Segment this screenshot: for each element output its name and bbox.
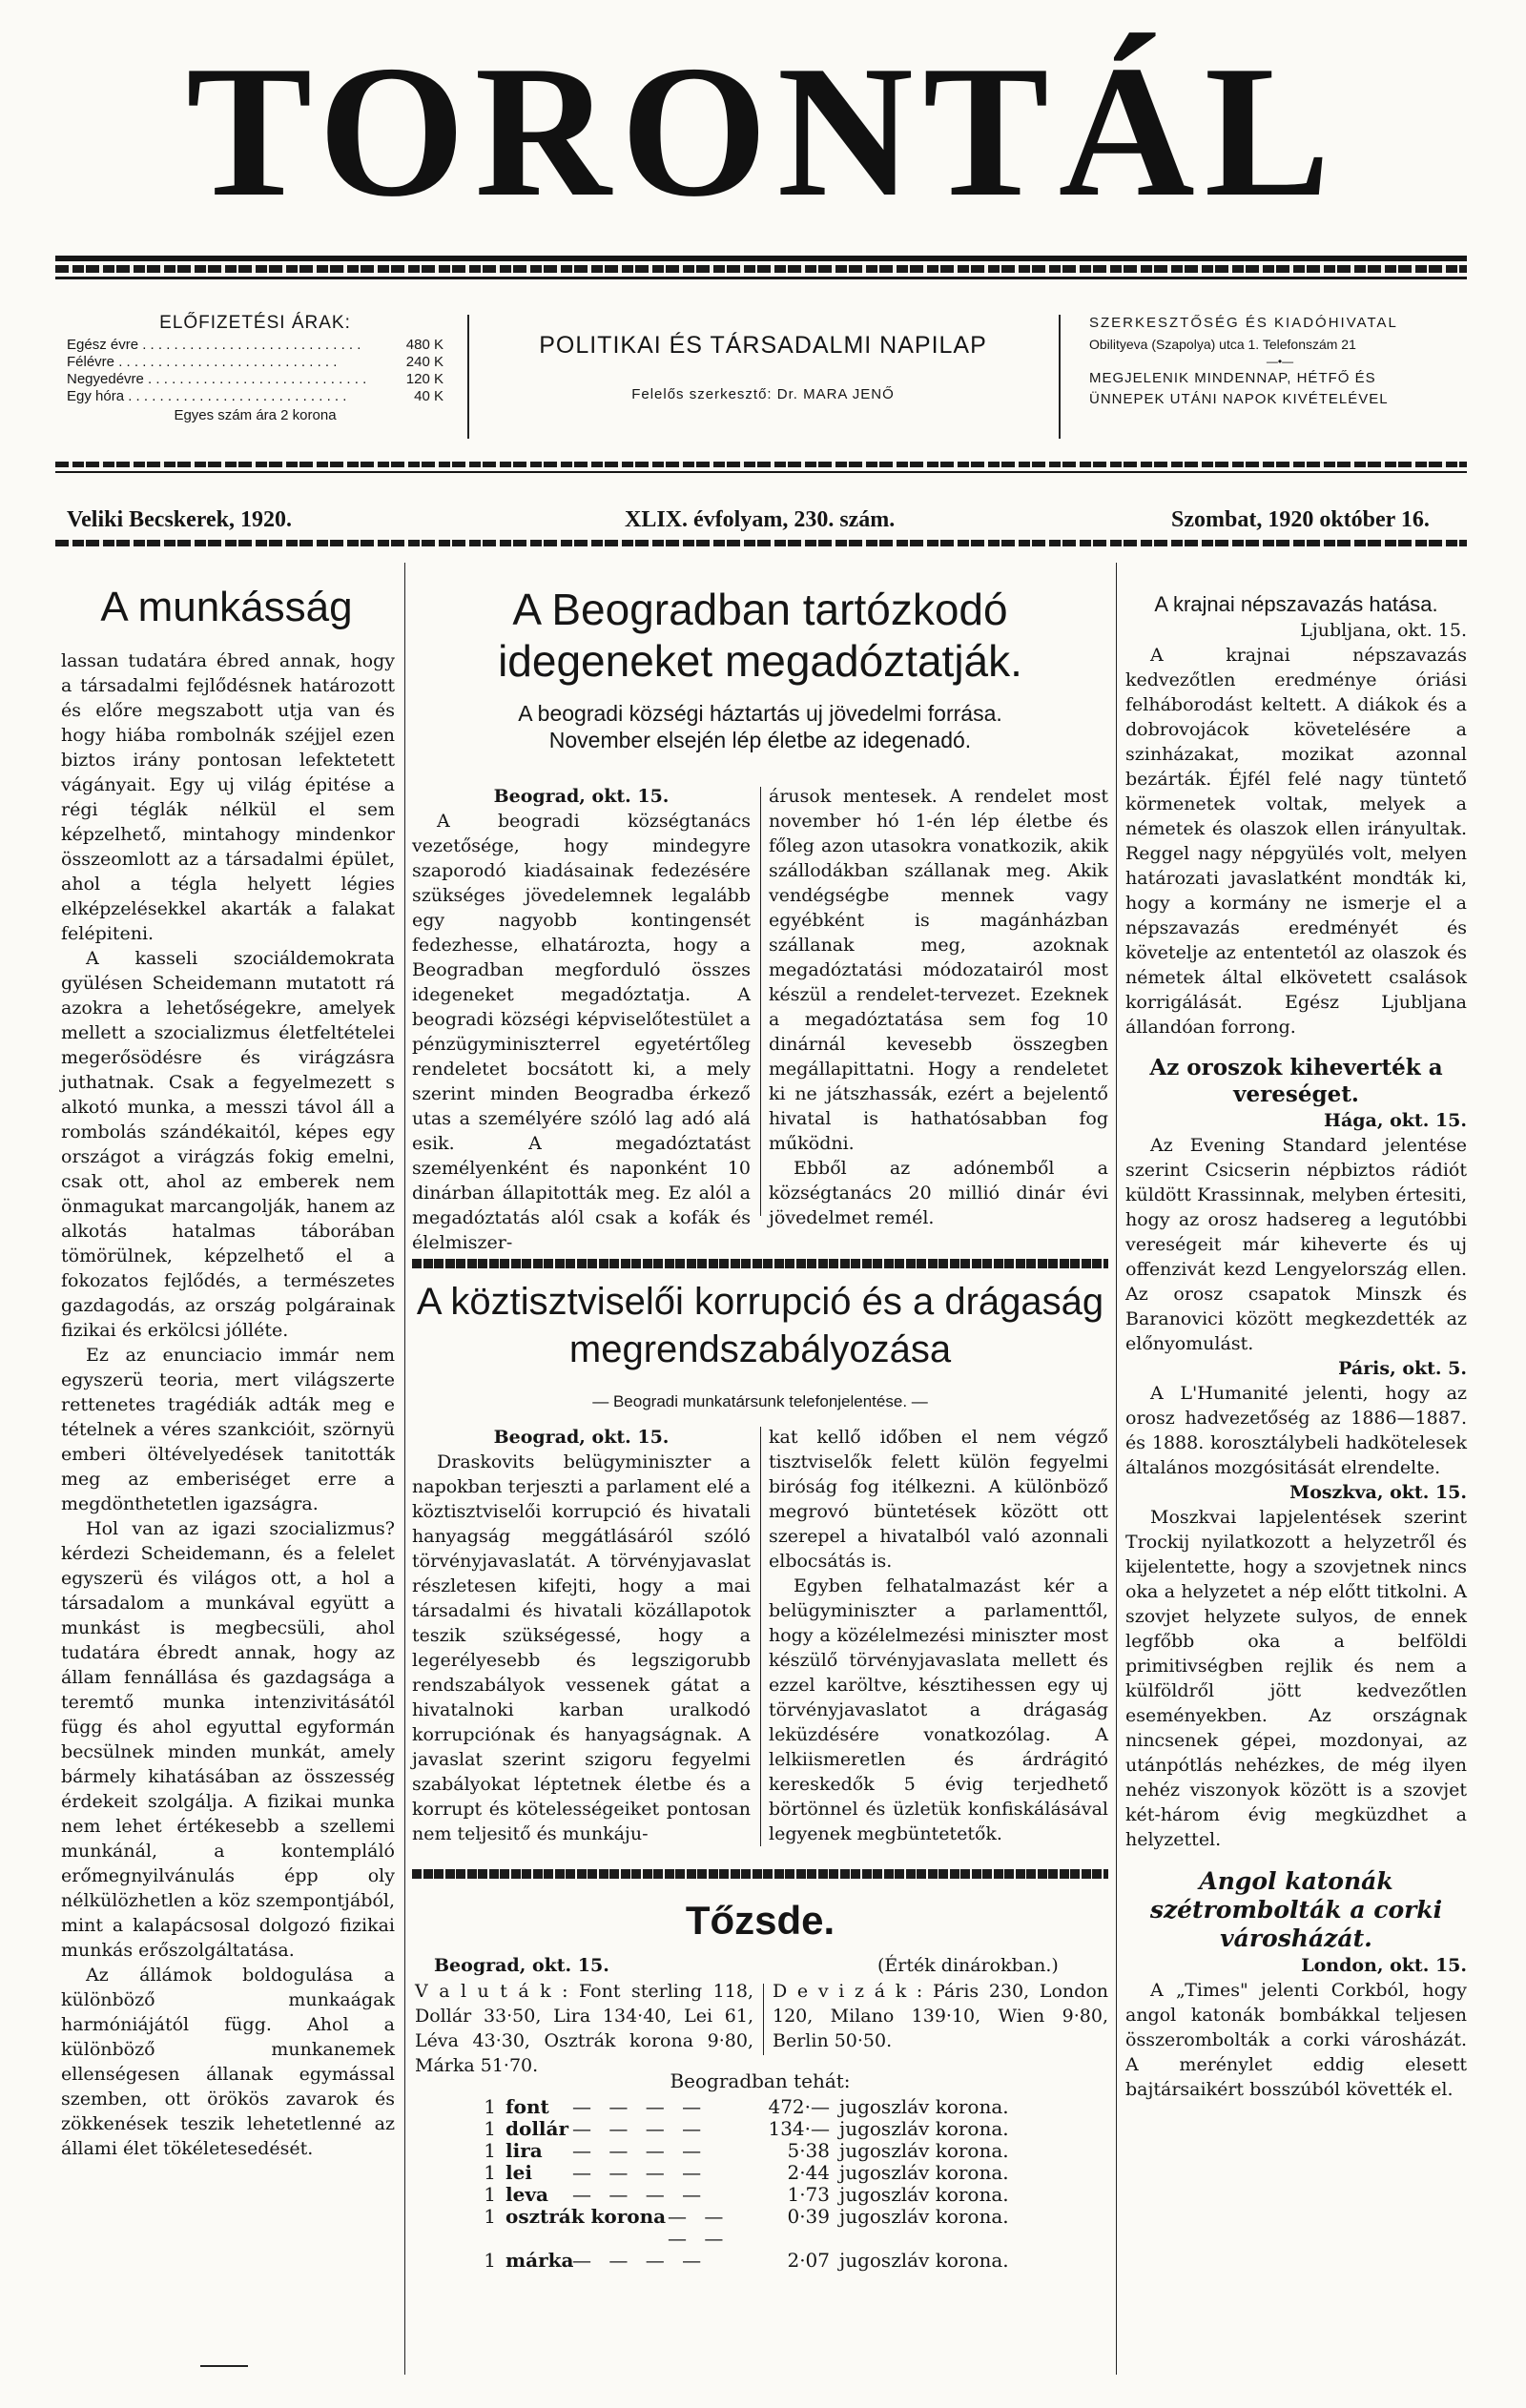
main-article-col-2	[769, 784, 1108, 1230]
corruption-article-title: A köztisztviselői korrupció és a drágaság megrendszabályozása	[416, 1281, 1104, 1370]
stock-title: Tőzsde.	[685, 1898, 835, 1943]
main-article-subtitle-2: November elsején lép életbe az idegenadó.	[548, 728, 972, 752]
valuta-text: V a l u t á k : Font sterling 118, Dollár 33·50, Lira 134·40, Lei 61, Léva 43·30, Osztrák korona 9·80, Márka 51·70.	[415, 1981, 753, 2076]
office-address: Obilityeva (Szapolya) utca 1. Telefonszám 21	[1089, 337, 1356, 352]
article-rule	[412, 1259, 1108, 1268]
table-row: 1 márka — — — — 2·07 jugoszláv korona.	[484, 2249, 1009, 2272]
office-title: SZERKESZTŐSÉG ÉS KIADÓHIVATAL	[1089, 315, 1398, 331]
single-copy-price: Egyes szám ára 2 korona	[174, 407, 337, 423]
paragraph: kat kellő időben el nem végző tisztviselők felett külön fegyelmi biróság fog itélkezni. A különböző megrovó büntetések között ott szerepel a hivatalból való azonnali elbocsátás is.	[769, 1427, 1108, 1572]
price-row: Félévre . . . 240 K	[67, 354, 443, 371]
office-separator: —•—	[1266, 355, 1294, 368]
dateline-place: Veliki Becskerek, 1920.	[67, 507, 293, 532]
dateline-place: Moszkva, okt. 15.	[1289, 1482, 1467, 1503]
dateline-place: Hága, okt. 15.	[1324, 1110, 1467, 1131]
paragraph: Ebből az adónemből a községtanács 20 millió dinár évi jövedelmet remél.	[769, 1158, 1108, 1228]
krajna-title: A krajnai népszavazás hatása.	[1154, 592, 1438, 616]
dateline-place: Ljubljana, okt. 15.	[1300, 620, 1467, 641]
end-rule	[200, 2365, 248, 2367]
column-divider	[760, 787, 761, 1216]
dateline-place: Beograd, okt. 15.	[493, 786, 670, 807]
table-row: 1 osztrák korona — — — — 0·39 jugoszláv korona.	[484, 2205, 1009, 2250]
dateline-place: Beograd, okt. 15.	[493, 1427, 670, 1448]
paragraph: Hol van az igazi szocializmus? kérdezi Scheidemann, és a felelet egyszerü és világos ott, a hol a társadalom a munkával együtt a munkást is megbecsüli, ahol tudatára ébredt annak, hogy az állam fennállása és gazdagsága a teremtő munka intenzivitásától függ és ahol egyuttal egyformán becsülnek minden munkát, amely bármely kihatásában az összesség érdekeit szolgálja. A fizikai munka nem lehet értékesebb a szellemi munkánál, a kontempláló erőmegnyilvánulás épp oly nélkülözhetlen a köz szempontjából, mint a kalapácsosal dolgozó fizikai munkás erőszolgáltatása.	[61, 1518, 395, 1961]
paragraph: Az állámok boldogulása a különböző munkaágak harmóniájától függ. Ahol a különböző munkanemek ellenségesen állanak egymással szemben, ott örökös zavarok és zökkenések teszik lehetetlenné az állami élet tökéletesedését.	[61, 1965, 395, 2159]
dateline-top-rule-thin	[55, 471, 1467, 473]
stock-note: (Érték dinárokban.)	[877, 1955, 1059, 1976]
masthead-rule	[55, 256, 1467, 261]
left-article-body	[61, 648, 395, 2161]
column-divider	[1116, 563, 1117, 2375]
subscription-heading: ELŐFIZETÉSI ÁRAK:	[159, 313, 351, 333]
paragraph: A beogradi községtanács vezetősége, hogy mindegyre szaporodó kiadásainak fedezésére szükséges jövedelemnek legalább egy nagyobb kontingensét fedezhesse, elhatározta, hogy a Beogradban megforduló összes idegeneket megadóztatja. A beogradi községi képviselőtestület a pénzügyminiszterrel egyetértőleg rendeletet bocsátott ki, a mely szerint minden Beogradba érkező utas a személyére szóló lag adó alá esik. A megadóztatást személyenként és naponként 10 dinárban állapitották meg. Ez alól a megadóztatás alól csak a kofák és élelmiszer-	[412, 811, 751, 1253]
stock-table-heading: Beogradban tehát:	[670, 2069, 851, 2092]
divider	[1059, 315, 1061, 439]
column-divider	[404, 563, 405, 2375]
corruption-col-1	[412, 1425, 751, 1846]
russia-title: Az oroszok kiheverték a vereséget.	[1149, 1055, 1443, 1107]
stock-valuta	[415, 1979, 753, 2078]
office-box	[1089, 313, 1471, 410]
masthead-wavy-rule	[55, 265, 1467, 273]
dateline-place: London, okt. 15.	[1301, 1955, 1467, 1976]
column-divider	[760, 1427, 761, 1846]
main-article-subtitle: A beogradi községi háztartás uj jövedelmi forrása.	[518, 701, 1002, 726]
paragraph: lassan tudatára ébred annak, hogy a társadalmi fejlődésnek határozott és előre megszabott utja van és hogy hiába rombolnák széjjel ezen biztos irány pontosan lefektetett vágányait. Egy uj világ épitése a régi téglák nélkül el sem képzelhető, mintahogy mindenkor összeomlott az a társadalmi épület, ahol a tégla helyett légies elképzelésekkel akarták a falakat felépiteni.	[61, 650, 395, 944]
masthead-rule-thin	[55, 277, 1467, 279]
table-row: 1 lira — — — — 5·38 jugoszláv korona.	[484, 2139, 1009, 2162]
table-row: 1 lei — — — — 2·44 jugoszláv korona.	[484, 2161, 1009, 2184]
exchange-table	[429, 2096, 1097, 2272]
stock-place: Beograd, okt. 15.	[434, 1955, 609, 1976]
table-row: 1 font — — — — 472·— jugoszláv korona.	[484, 2095, 1009, 2118]
price-row: Egy hóra . . . 40 K	[67, 388, 443, 405]
price-row: Negyedévre . . . 120 K	[67, 371, 443, 388]
paragraph: Egyben felhatalmazást kér a belügyminiszter a parlamenttől, hogy a közélelmezési miniszter most készülő törvényjavaslata mellett és ezzel karöltve, késztihessen egy uj törvényjavaslatot a drágaság leküzdésére vonatkozólag. A lelkiismeretlen és árdrágitó kereskedők 5 évig terjedhető börtönnel és üzletük konfiskálásával legyenek megbüntetetők.	[769, 1575, 1108, 1844]
column-divider	[763, 1984, 764, 2055]
table-row: 1 leva — — — — 1·73 jugoszláv korona.	[484, 2183, 1009, 2206]
right-column	[1125, 591, 1467, 2102]
dateline-issue: XLIX. évfolyam, 230. szám.	[625, 507, 896, 532]
left-article-title: A munkásság	[100, 584, 353, 630]
price-row: Egész évre . . . 480 K	[67, 337, 443, 354]
divider	[467, 315, 469, 439]
paragraph: árusok mentesek. A rendelet most november hó 1-én lép életbe és főleg azon utasokra vonatkozik, akik szállodákban szállanak meg. Akik vendégségbe mennek vagy egyébként is magánházban szállanak meg, azoknak megadóztatási módozatairól most készül a rendelet-tervezet. Ezeknek a megadóztatása sem fog 10 dinárnál kevesebb összegben megállapittatni. Hogy a rendeletet ki ne játszhassák, ezért a bejelentő hivatal is hathatósabban fog működni.	[769, 786, 1108, 1154]
corruption-article-subtitle: — Beogradi munkatársunk telefonjelentése. —	[592, 1392, 928, 1410]
table-row: 1 dollár — — — — 134·— jugoszláv korona.	[484, 2117, 1009, 2140]
cork-title: Angol katonák szétrombolták a corki városházát.	[1149, 1867, 1443, 1952]
tagline: POLITIKAI ÉS TÁRSADALMI NAPILAP	[539, 332, 987, 359]
stock-devizak	[773, 1979, 1108, 2053]
paragraph: Ez az enunciacio immár nem egyszerü teoria, mert világszerte rettenetes tragédiák adták meg e tételnek a véres szankcióit, szörnyü emberi öltévelyedések tanitották meg az emberiséget erre a megdönthetetlen igazságra.	[61, 1345, 395, 1514]
dateline-place: Páris, okt. 5.	[1338, 1358, 1467, 1379]
devizak-text: D e v i z á k : Páris 230, London 120, Milano 139·10, Wien 9·80, Berlin 50·50.	[773, 1981, 1108, 2051]
dateline-bottom-rule	[55, 540, 1467, 546]
corruption-col-2	[769, 1425, 1108, 1846]
paragraph: Draskovits belügyminiszter a napokban terjeszti a parlament elé a köztisztviselői korrupció és hivatali hanyagság meggátlásáról szóló törvényjavaslatát. A törvényjavaslat részletesen kifejti, hogy a mai társadalmi és hivatali közállapotok teszik szükségessé, hogy a legerélyesebb és legszigorubb rendszabályok vessenek gátat a hivatalnoki karban uralkodó korrupciónak és hanyagságnak. A javaslat szerint szigoru fegyelmi szabályokat léptetnek életbe és a korrupt és kötelességeiket pontosan nem teljesitő és munkáju-	[412, 1451, 751, 1844]
paragraph: Az Evening Standard jelentése szerint Csicserin népbiztos rádiót küldött Krassinnak, melyben értesiti, hogy az orosz hadsereg a legutóbbi vereségeit már kiheverte és uj offenzivát kezd Lengyelország ellen. Az orosz csapatok Minszk és Baranovici között megkezdették az előnyomulást.	[1125, 1135, 1467, 1354]
paragraph: A L'Humanité jelenti, hogy az orosz hadvezetőség az 1886—1887. és 1888. korosztálybeli hadkötelesek általános mozgósitását elrendelte.	[1125, 1383, 1467, 1478]
schedule-line-1: MEGJELENIK MINDENNAP, HÉTFŐ ÉS	[1089, 370, 1376, 386]
tagline-box	[477, 332, 1049, 402]
main-article-title: A Beogradban tartózkodó idegeneket megadóztatják.	[498, 585, 1022, 686]
dateline-date: Szombat, 1920 október 16.	[1171, 507, 1430, 532]
paragraph: A „Times" jelenti Corkból, hogy angol katonák bombákkal teljesen összerombolták a corki városházát. A merénylet eddig elesett bajtársaikért bosszúból követték el.	[1125, 1980, 1467, 2100]
paragraph: A kasseli szociáldemokrata gyülésen Scheidemann mutatott rá azokra a lehetőségekre, amelyek mellett a szocializmus életfeltételei megerősödésre és virágzásra juthatnak. Csak a fegyelmezett s alkotó munka, a messzi távol áll a rombolás szándékaitól, képes egy országot a virágzás fokig emelni, csak ott, ahol az emberek nem önmagukat marcangolják, hanem az alkotás hatalmas táborában tömörülnek, képzelhető el a fokozatos fejlődés, a természetes gazdagodás, az ország polgárainak fizikai és erkölcsi jólléte.	[61, 948, 395, 1341]
dateline-top-rule	[55, 462, 1467, 467]
editor-line: Felelős szerkesztő: Dr. MARA JENŐ	[631, 386, 895, 402]
schedule-line-2: ÜNNEPEK UTÁNI NAPOK KIVÉTELÉVEL	[1089, 391, 1389, 407]
main-article-col-1	[412, 784, 751, 1255]
article-rule	[412, 1869, 1108, 1879]
masthead-title: TORONTÁL	[186, 27, 1340, 236]
paragraph: Moszkvai lapjelentések szerint Trockij nyilatkozott a helyzetről és kijelentette, hogy a szovjetnek nincs oka a helyzetet a nép előtt titkolni. A szovjet helyzete sulyos, de ennek legfőbb oka a belföldi primitivségben rejlik és nem a külföldről jött kedvezőtlen eseményekben. Az országnak nincsenek gépei, mozdonyai, az utánpótlás nehézkes, de még ilyen nehéz viszonyok között is a szovjet két-három évig megküzdhet a helyzettel.	[1125, 1507, 1467, 1850]
paragraph: A krajnai népszavazás kedvezőtlen eredménye óriási felháborodást keltett. A diákok és a dobrovojácok követelésére a szinházakat, mozikat azonnal bezárták. Éjfél felé nagy tüntető körmenetek voltak, melyek a németek és olaszok ellen irányultak. Reggel nagy népgyülés volt, melyen határozati javaslatként mondták ki, hogy a kormány ne ismerje el a népszavazás eredményét és követelje az ententetól az olaszok és németek által elkövetett csalások korrigálását. Egész Ljubljana állandóan forrong.	[1125, 645, 1467, 1038]
subscription-box	[67, 315, 443, 424]
